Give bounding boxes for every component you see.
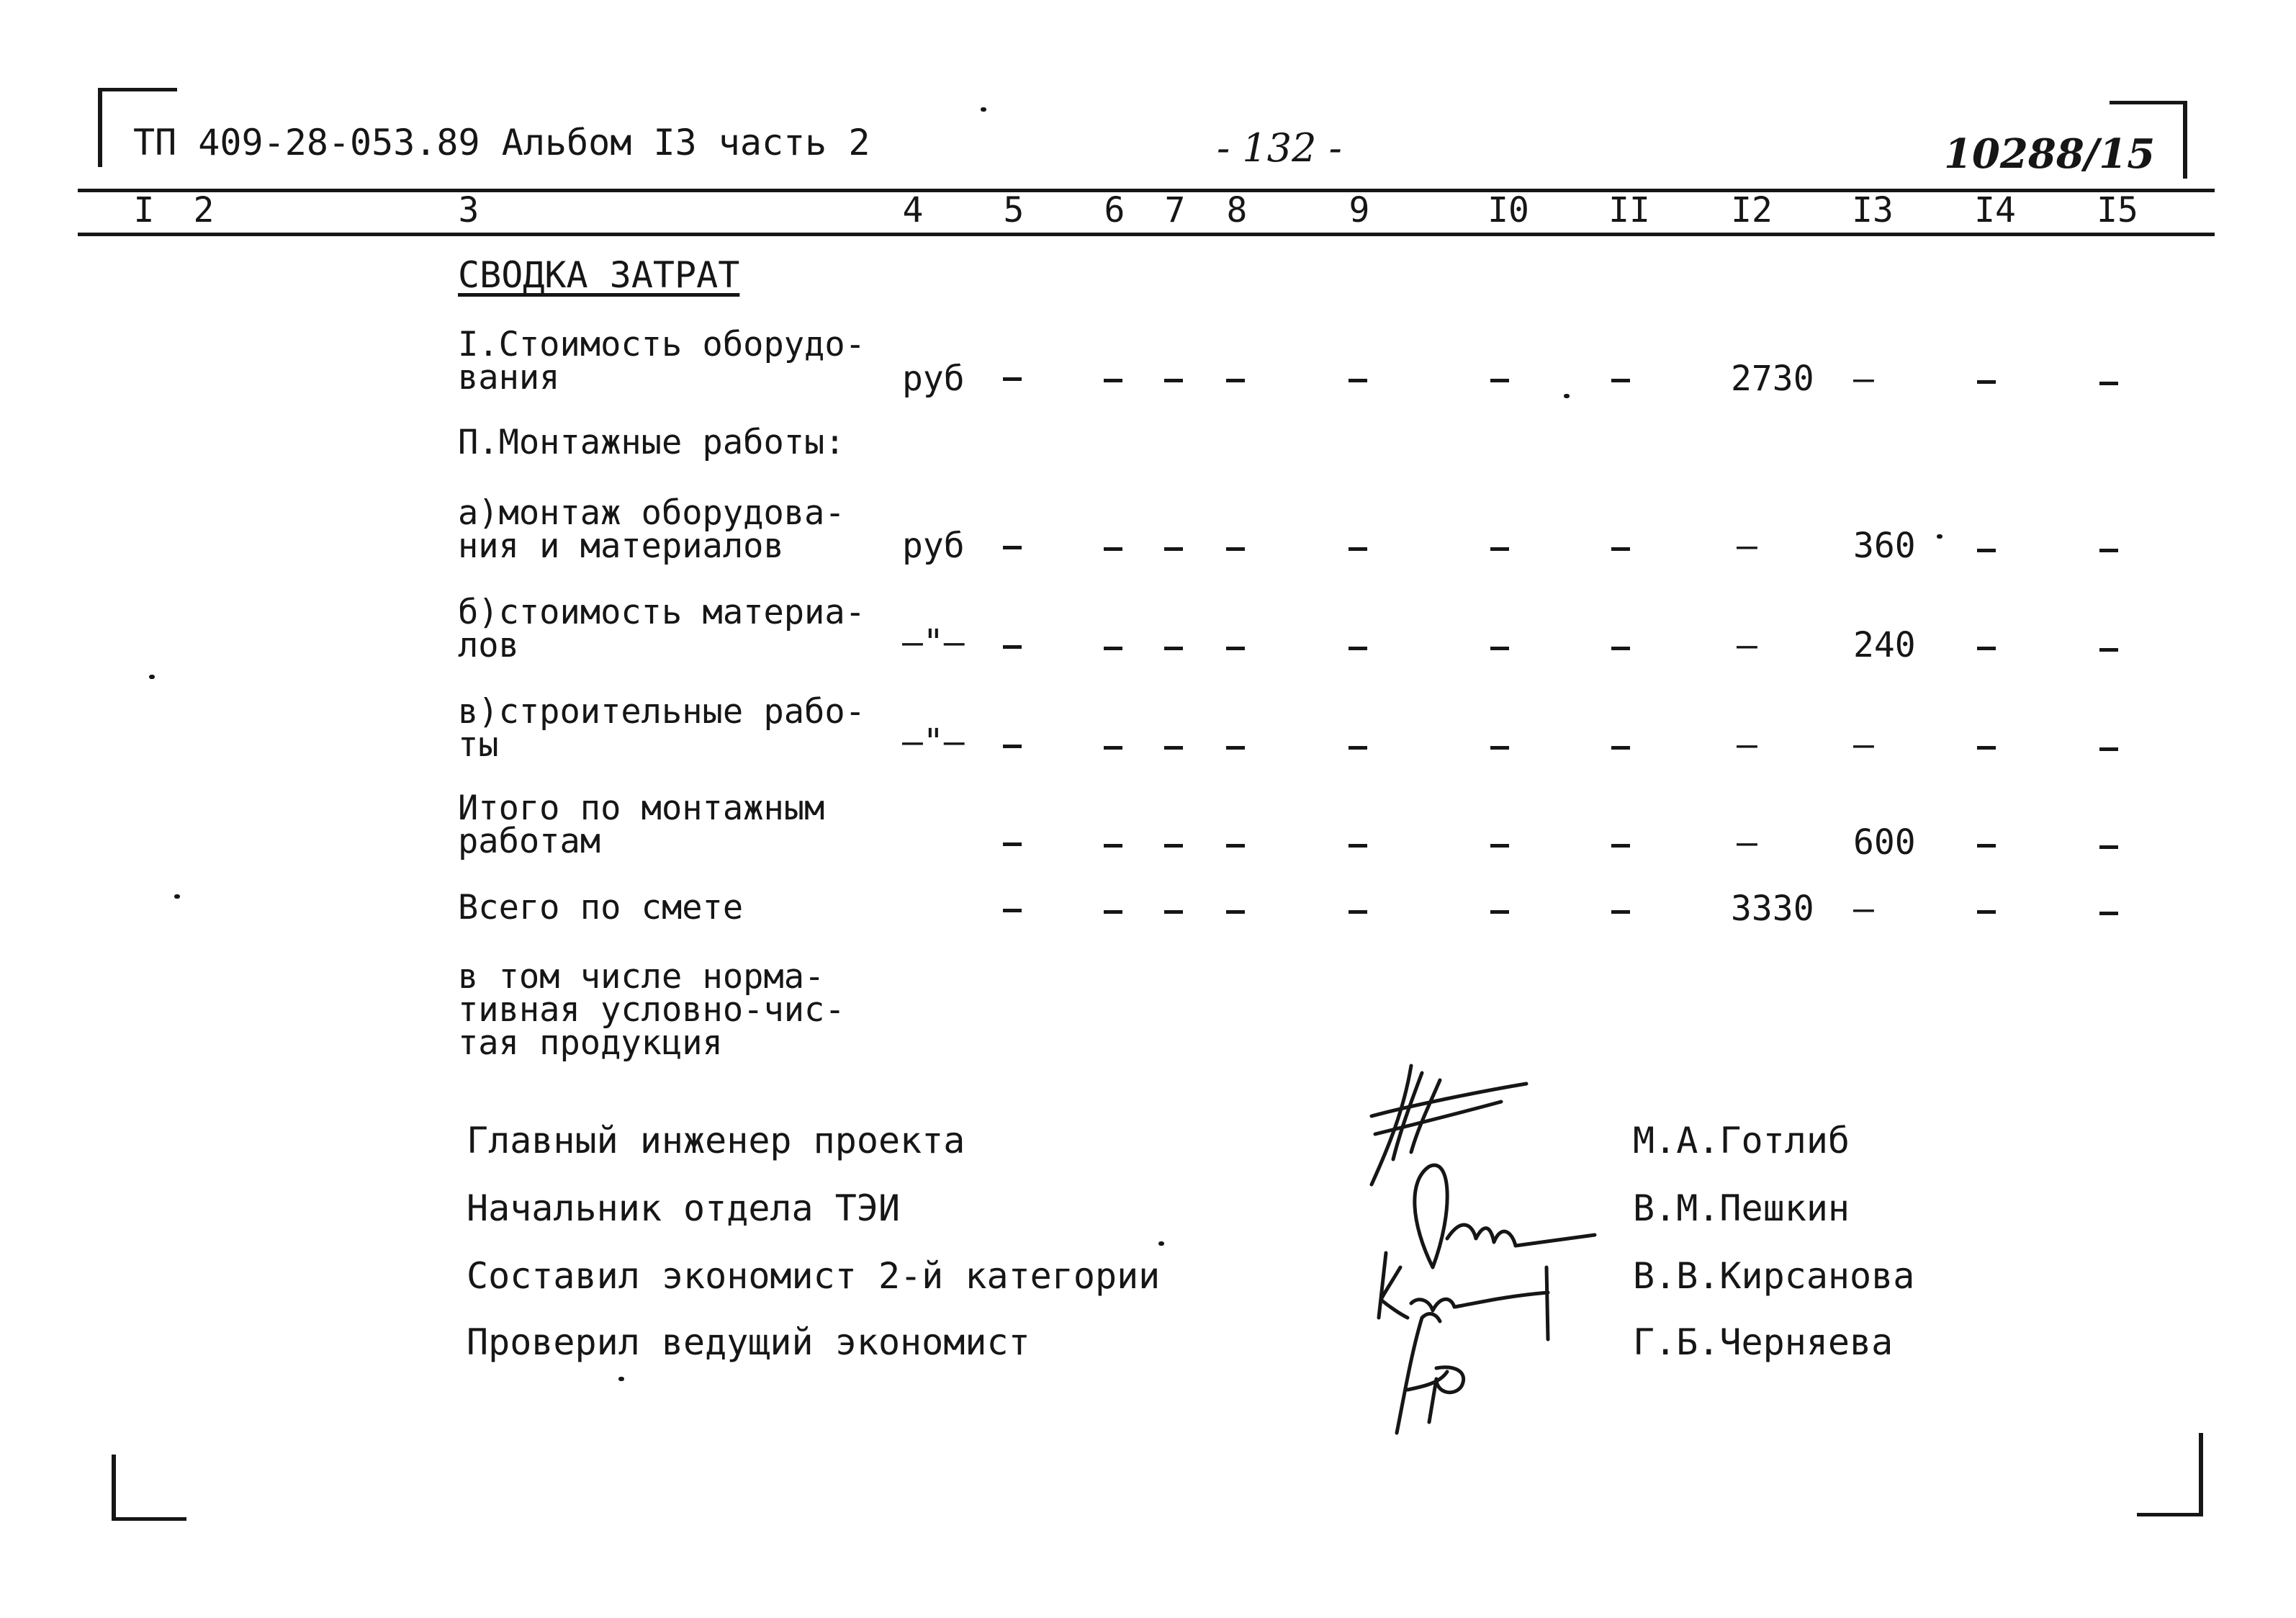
column-number: 4	[902, 190, 924, 230]
column-number: 5	[1003, 190, 1025, 230]
row-label: в)строительные рабо- ты	[458, 692, 865, 765]
cell-col13: –	[1853, 724, 1874, 765]
cell-col13: –	[1853, 359, 1874, 399]
signatory-name: Г.Б.Черняева	[1633, 1321, 1894, 1363]
signature-gotlib	[1372, 1066, 1526, 1185]
column-number: I5	[2097, 190, 2138, 230]
page-number: - 132 -	[1217, 125, 1342, 171]
signatory-name: В.В.Кирсанова	[1633, 1255, 1915, 1297]
column-number: 9	[1349, 190, 1370, 230]
column-number: 8	[1226, 190, 1248, 230]
archive-number: 10288/15	[1944, 130, 2156, 178]
cell-col12: –	[1737, 724, 1757, 765]
column-number: I2	[1731, 190, 1773, 230]
signatory-name: В.М.Пешкин	[1633, 1187, 1850, 1229]
signatory-role: Начальник отдела ТЭИ	[467, 1187, 901, 1229]
column-number: I	[133, 190, 155, 230]
row-label: Итого по монтажным работам	[458, 788, 825, 861]
signature-chernyaeva	[1397, 1314, 1464, 1433]
cell-col13: –	[1853, 889, 1874, 929]
row-label: I.Стоимость оборудо- вания	[458, 325, 865, 397]
column-number: 6	[1104, 190, 1125, 230]
cell-col13: 240	[1853, 625, 1916, 665]
scan-specks	[151, 109, 1940, 1379]
signature-kirsanova	[1379, 1253, 1548, 1339]
row-unit: руб	[902, 359, 965, 399]
row-unit: –"–	[902, 722, 965, 762]
column-number: 2	[193, 190, 215, 230]
column-number: 3	[458, 190, 480, 230]
cell-col13: 360	[1853, 526, 1916, 566]
row-label: П.Монтажные работы:	[458, 423, 845, 462]
cell-col12: –	[1737, 625, 1757, 665]
row-unit: руб	[902, 526, 965, 566]
row-label: Всего по смете	[458, 888, 744, 927]
document-code: ТП 409-28-053.89 Альбом I3 часть 2	[133, 122, 870, 163]
row-label: в том числе норма- тивная условно-чис- тая продукция	[458, 957, 845, 1063]
column-number: I4	[1974, 190, 2016, 230]
cell-col12: 2730	[1731, 359, 1814, 399]
cell-col12: 3330	[1731, 889, 1814, 929]
signatory-name: М.А.Готлиб	[1633, 1120, 1850, 1161]
signatory-role: Проверил ведущий экономист	[467, 1321, 1030, 1363]
column-number: II	[1608, 190, 1650, 230]
signatory-role: Составил экономист 2-й категории	[467, 1255, 1161, 1297]
signatory-role: Главный инженер проекта	[467, 1120, 965, 1161]
row-unit: –"–	[902, 622, 965, 662]
cell-col12: –	[1737, 526, 1757, 566]
row-label: а)монтаж оборудова- ния и материалов	[458, 493, 845, 566]
cell-col13: 600	[1853, 822, 1916, 863]
cell-col12: –	[1737, 822, 1757, 863]
column-number: 7	[1164, 190, 1186, 230]
column-number: I3	[1852, 190, 1894, 230]
section-title: СВОДКА ЗАТРАТ	[458, 254, 740, 296]
row-label: б)стоимость материа- лов	[458, 593, 865, 665]
column-number: I0	[1487, 190, 1529, 230]
signature-peshkin	[1415, 1165, 1595, 1267]
